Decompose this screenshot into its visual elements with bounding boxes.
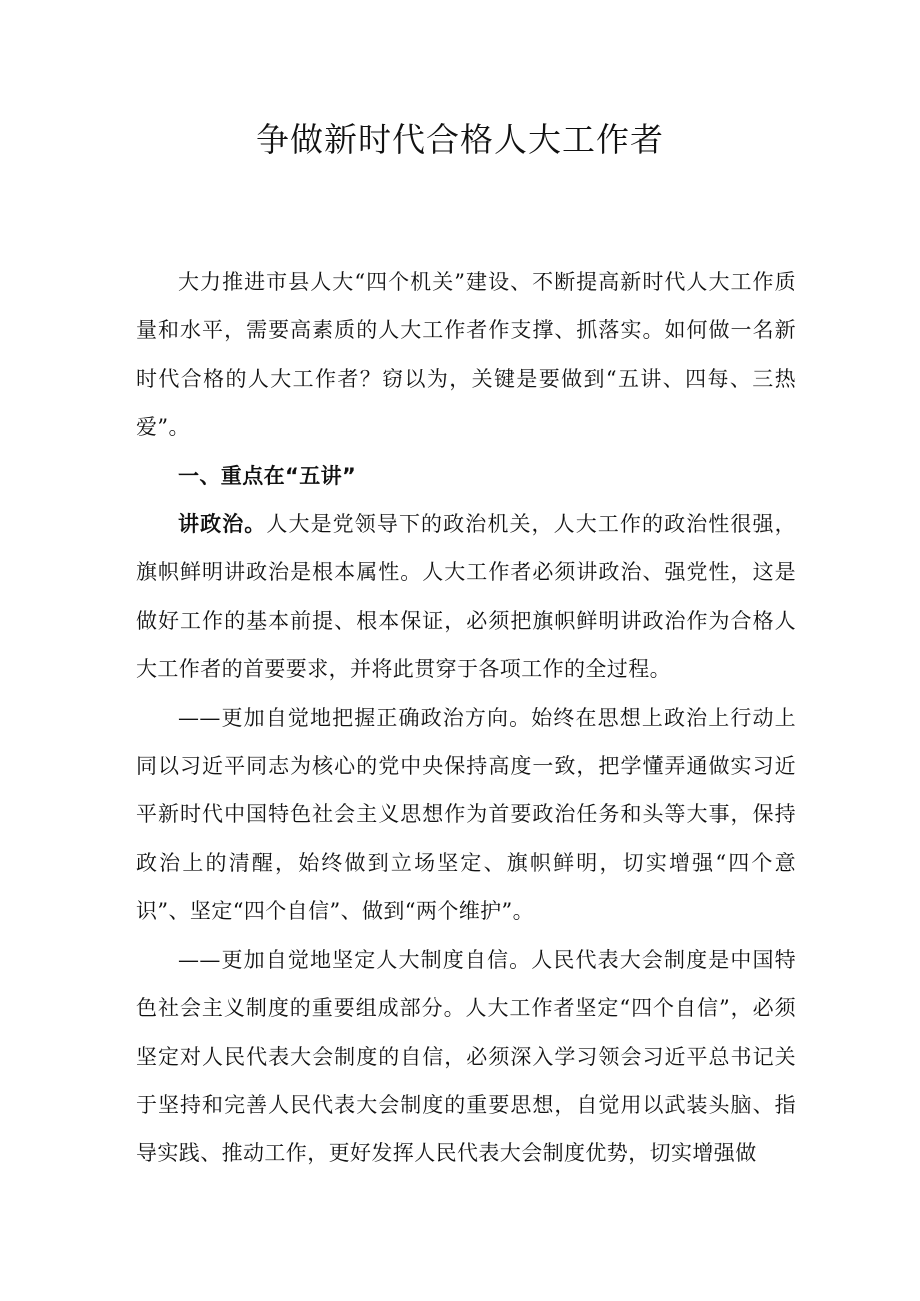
paragraph-point-1: ——更加自觉地把握正确政治方向。始终在思想上政治上行动上同以习近平同志为核心的党中央保持高度一致，把学懂弄通做实习近平新时代中国特色社会主义思想作为首要政治任务和头等大事，保持政治上的清醒，始终做到立场坚定、旗帜鲜明，切实增强“四个意识”、坚定“四个自信”、做到“两个维护”。 xyxy=(136,705,796,924)
paragraph-lead: 讲政治。 xyxy=(178,512,267,537)
paragraph-speak-politics xyxy=(136,500,796,694)
paragraph-text: 人大是党领导下的政治机关，人大工作的政治性很强，旗帜鲜明讲政治是根本属性。人大工作者必须讲政治、强党性，这是做好工作的基本前提、根本保证，必须把旗帜鲜明讲政治作为合格人大工作者的首要要求，并将此贯穿于各项工作的全过程。 xyxy=(136,512,796,682)
document-title: 争做新时代合格人大工作者 xyxy=(256,120,664,159)
paragraph-point-2: ——更加自觉地坚定人大制度自信。人民代表大会制度是中国特色社会主义制度的重要组成部分。人大工作者坚定“四个自信”，必须坚定对人民代表大会制度的自信，必须深入学习领会习近平总书记关于坚持和完善人民代表大会制度的重要思想，自觉用以武装头脑、指导实践、推动工作，更好发挥人民代表大会制度优势，切实增强做 xyxy=(136,947,796,1166)
section-heading: 一、重点在“五讲” xyxy=(178,463,357,488)
intro-paragraph: 大力推进市县人大“四个机关”建设、不断提高新时代人大工作质量和水平，需要高素质的人大工作者作支撑、抓落实。如何做一名新时代合格的人大工作者？窃以为，关键是要做到“五讲、四每、三热爱”。 xyxy=(136,270,796,440)
document-body xyxy=(136,258,796,1178)
